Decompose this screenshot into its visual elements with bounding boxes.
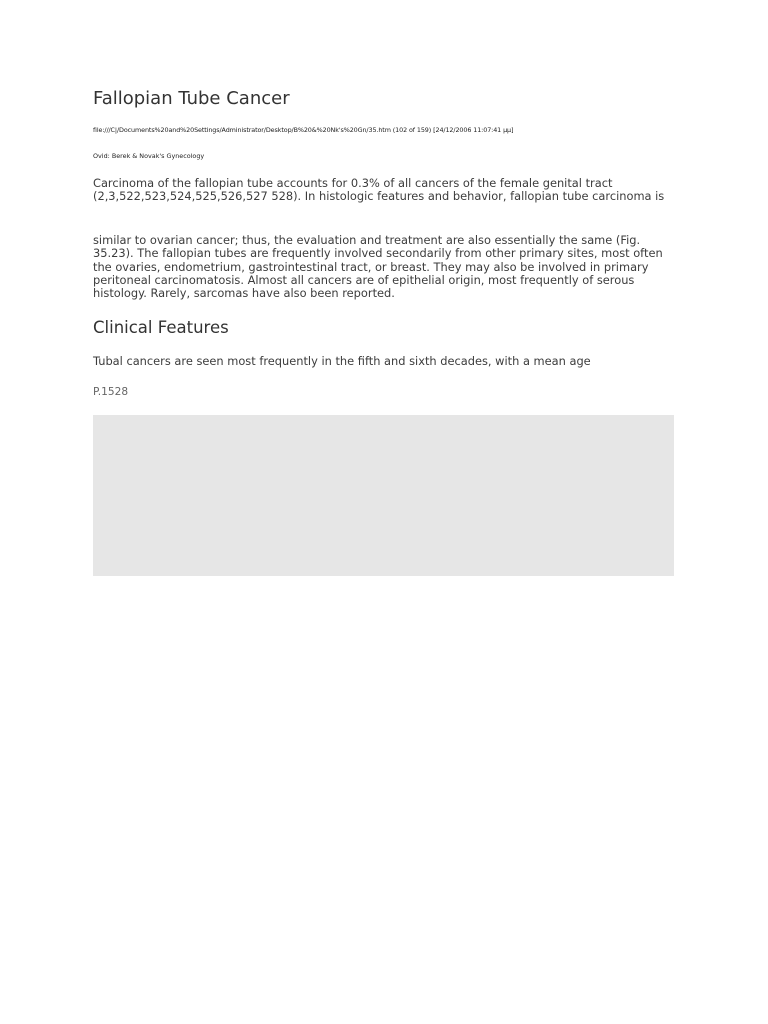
file-path-header: file:///C|/Documents%20and%20Settings/Administrator/Desktop/B%20&%20Nk's%20Gn/35.htm (102 of 159) [24/12/2006 11:07:41 μμ] <box>93 126 514 134</box>
paragraph: similar to ovarian cancer; thus, the evaluation and treatment are also essentially the same (Fig. 35.23). The fallopian tubes are frequently involved secondarily from other primary sites, most often the ovaries, endometrium, gastrointestinal tract, or breast. They may also be involved in primary peritoneal carcinomatosis. Almost all cancers are of epithelial origin, most frequently of serous histology. Rarely, sarcomas have also been reported. <box>93 233 663 301</box>
section-heading: Clinical Features <box>93 318 229 337</box>
figure-placeholder <box>93 415 674 576</box>
page-number: P.1528 <box>93 386 129 398</box>
paragraph: Carcinoma of the fallopian tube accounts for 0.3% of all cancers of the female genital tract (2,3,522,523,524,525,526,527 528). In histologic features and behavior, fallopian tube carcinoma is <box>93 176 665 204</box>
paragraph: Tubal cancers are seen most frequently in the fifth and sixth decades, with a mean age <box>93 354 591 368</box>
source-line: Ovid: Berek & Novak's Gynecology <box>93 152 205 160</box>
page-title: Fallopian Tube Cancer <box>93 88 290 109</box>
